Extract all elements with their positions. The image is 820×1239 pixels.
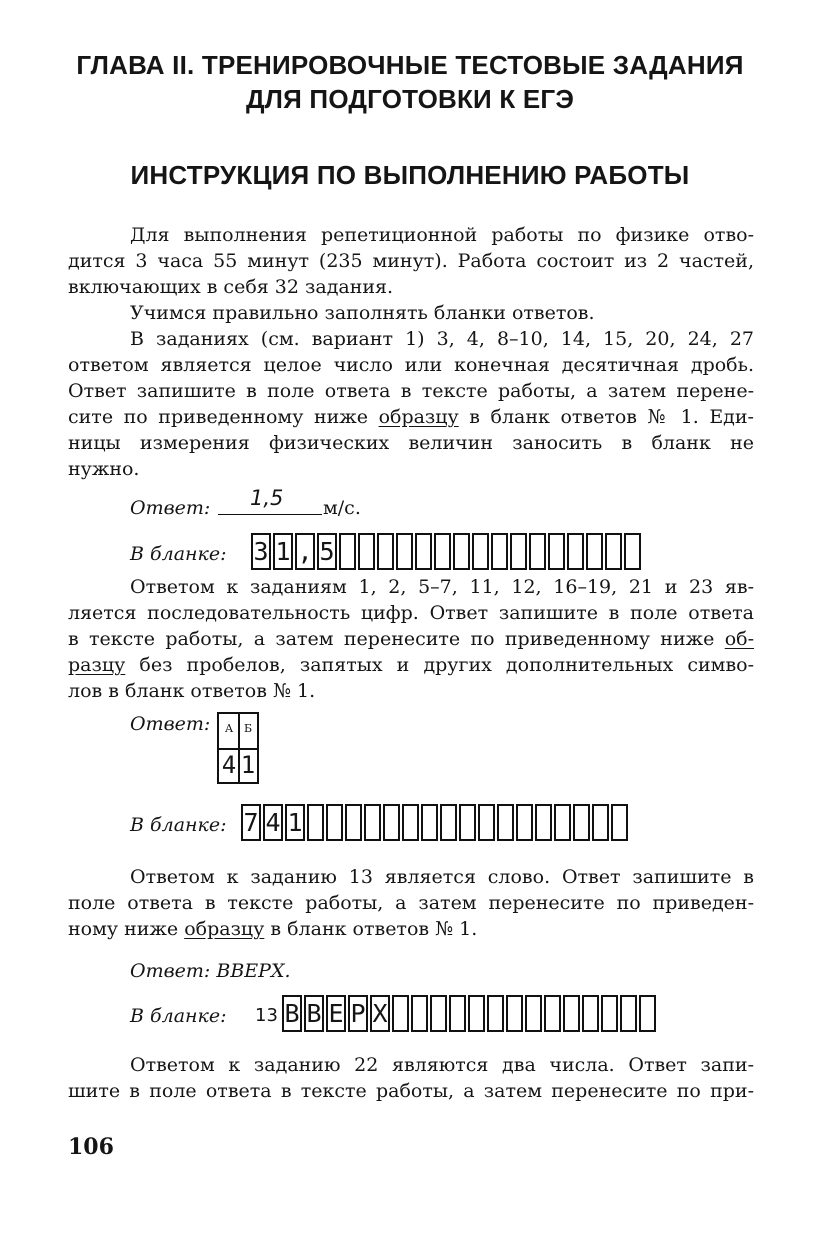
empty-answer-cell bbox=[449, 995, 466, 1032]
text-line: Для выполнения репетиционной работы по физике отво- bbox=[130, 224, 754, 246]
empty-answer-cell bbox=[472, 533, 489, 570]
empty-answer-cell bbox=[601, 995, 618, 1032]
chapter-title-line2: ДЛЯ ПОДГОТОВКИ К ЕГЭ bbox=[245, 84, 575, 114]
empty-answer-cell bbox=[434, 533, 451, 570]
answer-label bbox=[130, 960, 291, 982]
empty-answer-cell bbox=[567, 533, 584, 570]
empty-answer-cell bbox=[364, 804, 381, 841]
text-line: включающих в себя 32 задания. bbox=[68, 276, 394, 298]
empty-answer-cell bbox=[548, 533, 565, 570]
answer-form-cells bbox=[241, 804, 630, 841]
underlined-word: образцу bbox=[378, 406, 459, 428]
empty-answer-cell bbox=[586, 533, 603, 570]
empty-answer-cell bbox=[624, 533, 641, 570]
empty-answer-cell bbox=[639, 995, 656, 1032]
answer-label: Ответ: bbox=[130, 497, 211, 519]
text-line: лов в бланк ответов № 1. bbox=[68, 680, 316, 702]
text-line bbox=[68, 652, 754, 678]
text-line: Ответом к заданию 22 являются два числа. Ответ запи- bbox=[130, 1054, 754, 1076]
empty-answer-cell bbox=[510, 533, 527, 570]
empty-answer-cell bbox=[377, 533, 394, 570]
empty-answer-cell bbox=[459, 804, 476, 841]
empty-answer-cell bbox=[358, 533, 375, 570]
underlined-word: об- bbox=[724, 628, 754, 650]
answer-cell: Х bbox=[370, 995, 390, 1032]
paragraph-forms bbox=[68, 300, 754, 326]
empty-answer-cell bbox=[611, 804, 628, 841]
empty-answer-cell bbox=[307, 804, 324, 841]
empty-answer-cell bbox=[430, 995, 447, 1032]
blank-label: В бланке: bbox=[130, 543, 227, 565]
table-value: 1 bbox=[240, 751, 256, 779]
empty-answer-cell bbox=[573, 804, 590, 841]
table-divider bbox=[219, 748, 257, 750]
empty-answer-cell bbox=[478, 804, 495, 841]
empty-answer-cell bbox=[592, 804, 609, 841]
text-fragment: сите по приведенному ниже bbox=[68, 406, 368, 428]
table-header: А bbox=[224, 722, 234, 735]
answer-cell: 1 bbox=[273, 533, 293, 570]
empty-answer-cell bbox=[582, 995, 599, 1032]
empty-answer-cell bbox=[605, 533, 622, 570]
empty-answer-cell bbox=[535, 804, 552, 841]
text-line: Ответом к заданию 13 является слово. Ответ запишите в bbox=[130, 866, 754, 888]
answer-cell: 5 bbox=[317, 533, 337, 570]
empty-answer-cell bbox=[440, 804, 457, 841]
answer-label-text: Ответ: bbox=[130, 960, 211, 982]
empty-answer-cell bbox=[402, 804, 419, 841]
answer-cell: В bbox=[304, 995, 324, 1032]
text-fragment: в бланк ответов № 1. bbox=[270, 918, 478, 940]
answer-table bbox=[217, 712, 259, 784]
text-fragment: в бланк ответов № 1. Еди- bbox=[469, 406, 754, 428]
blank-label: В бланке: bbox=[130, 1005, 227, 1027]
table-header: Б bbox=[243, 722, 253, 735]
answer-value: ВВЕРХ. bbox=[216, 960, 291, 982]
task-number: 13 bbox=[255, 1005, 278, 1026]
empty-answer-cell bbox=[345, 804, 362, 841]
text-fragment: без пробелов, запятых и других дополнительных симво- bbox=[139, 654, 754, 676]
empty-answer-cell bbox=[529, 533, 546, 570]
text-line: поле ответа в тексте работы, а затем перенесите по приведен- bbox=[68, 892, 754, 914]
answer-cell: 3 bbox=[251, 533, 271, 570]
text-line bbox=[68, 626, 754, 652]
answer-cell: , bbox=[295, 533, 315, 570]
text-line: ответом является целое число или конечная десятичная дробь. bbox=[68, 354, 754, 376]
text-fragment: ному ниже bbox=[68, 918, 179, 940]
paragraph-duration bbox=[68, 222, 754, 300]
empty-answer-cell bbox=[506, 995, 523, 1032]
empty-answer-cell bbox=[383, 804, 400, 841]
empty-answer-cell bbox=[487, 995, 504, 1032]
page-number: 106 bbox=[68, 1134, 114, 1160]
empty-answer-cell bbox=[491, 533, 508, 570]
empty-answer-cell bbox=[415, 533, 432, 570]
empty-answer-cell bbox=[516, 804, 533, 841]
text-line: Ответом к заданиям 1, 2, 5–7, 11, 12, 16–19, 21 и 23 яв- bbox=[130, 576, 754, 598]
empty-answer-cell bbox=[544, 995, 561, 1032]
text-line: В заданиях (см. вариант 1) 3, 4, 8–10, 14, 15, 20, 24, 27 bbox=[130, 328, 754, 350]
empty-answer-cell bbox=[497, 804, 514, 841]
answer-form-cells bbox=[251, 533, 643, 570]
answer-unit: м/с. bbox=[323, 497, 361, 519]
text-line: дится 3 часа 55 минут (235 минут). Работа состоит из 2 частей, bbox=[68, 250, 754, 272]
paragraph-two-numbers bbox=[68, 1052, 754, 1104]
text-line: Ответ запишите в поле ответа в тексте работы, а затем перене- bbox=[68, 380, 754, 402]
empty-answer-cell bbox=[326, 804, 343, 841]
answer-form-cells bbox=[282, 995, 658, 1032]
text-fragment: в тексте работы, а затем перенесите по приведенному ниже bbox=[68, 628, 715, 650]
underlined-word: образцу bbox=[184, 918, 265, 940]
handwritten-answer: 1,5 bbox=[250, 486, 284, 510]
section-title: ИНСТРУКЦИЯ ПО ВЫПОЛНЕНИЮ РАБОТЫ bbox=[130, 160, 690, 190]
empty-answer-cell bbox=[563, 995, 580, 1032]
chapter-title-line1: ГЛАВА II. ТРЕНИРОВОЧНЫЕ ТЕСТОВЫЕ ЗАДАНИЯ bbox=[76, 50, 744, 80]
text-line bbox=[68, 916, 754, 942]
underlined-word: разцу bbox=[68, 654, 126, 676]
text-line: нужно. bbox=[68, 458, 140, 480]
paragraph-number-answers bbox=[68, 326, 754, 482]
empty-answer-cell bbox=[411, 995, 428, 1032]
text-line: Учимся правильно заполнять бланки ответов. bbox=[130, 302, 595, 324]
answer-cell: 7 bbox=[241, 804, 261, 841]
empty-answer-cell bbox=[620, 995, 637, 1032]
answer-label: Ответ: bbox=[130, 713, 211, 735]
answer-cell: Р bbox=[348, 995, 368, 1032]
answer-cell: 1 bbox=[285, 804, 305, 841]
empty-answer-cell bbox=[468, 995, 485, 1032]
empty-answer-cell bbox=[525, 995, 542, 1032]
empty-answer-cell bbox=[453, 533, 470, 570]
text-line: шите в поле ответа в тексте работы, а затем перенесите по при- bbox=[68, 1080, 754, 1102]
empty-answer-cell bbox=[339, 533, 356, 570]
text-line: ницы измерения физических величин заносить в бланк не bbox=[68, 432, 754, 454]
paragraph-sequence-answers bbox=[68, 574, 754, 704]
empty-answer-cell bbox=[421, 804, 438, 841]
text-line: ляется последовательность цифр. Ответ запишите в поле ответа bbox=[68, 602, 754, 624]
answer-cell: В bbox=[282, 995, 302, 1032]
answer-cell: 4 bbox=[263, 804, 283, 841]
table-value: 4 bbox=[221, 751, 237, 779]
empty-answer-cell bbox=[554, 804, 571, 841]
empty-answer-cell bbox=[396, 533, 413, 570]
blank-label: В бланке: bbox=[130, 814, 227, 836]
empty-answer-cell bbox=[392, 995, 409, 1032]
answer-underline bbox=[218, 514, 322, 515]
text-line bbox=[68, 404, 754, 430]
answer-cell: Е bbox=[326, 995, 346, 1032]
paragraph-word-answer bbox=[68, 864, 754, 942]
